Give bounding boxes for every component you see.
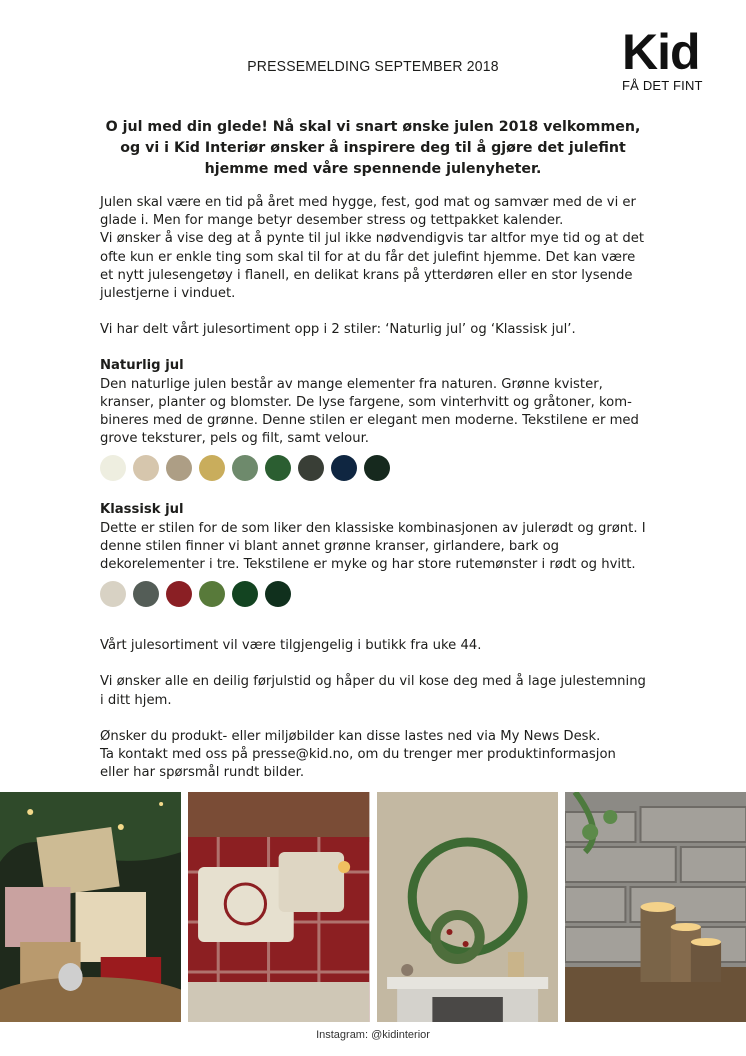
section-title-natural: Naturlig jul: [100, 358, 184, 374]
color-swatch: [100, 455, 126, 481]
text-line: dekorelementer i tre. Tekstilene er myke og har store rutemønster i rødt og hvitt.: [100, 557, 636, 573]
text-line: Ønsker du produkt- eller miljøbilder kan disse lastes ned via My News Desk.: [100, 728, 601, 744]
availability-paragraph: Vårt julesortiment vil være tilgjengelig i butikk fra uke 44.: [100, 638, 482, 654]
text-line: denne stilen finner vi blant annet grønne kranser, girlandere, bark og: [100, 538, 560, 554]
media-paragraph: [100, 728, 660, 783]
headline-line: og vi i Kid Interiør ønsker å inspirere deg til å gjøre det julefint: [120, 140, 626, 156]
text-line: bineres med de grønne. Denne stilen er elegant men moderne. Tekstilene er med: [100, 413, 639, 429]
color-swatch: [298, 455, 324, 481]
color-swatch: [133, 455, 159, 481]
body-text: [100, 194, 660, 782]
color-swatch: [100, 581, 126, 607]
styles-paragraph: Vi har delt vårt julesortiment opp i 2 stiler: ‘Naturlig jul’ og ‘Klassisk jul’.: [100, 322, 576, 338]
text-line: Dette er stilen for de som liker den klassiske kombinasjonen av julerødt og grønt. I: [100, 520, 646, 536]
text-line: Ta kontakt med oss på presse@kid.no, om du trenger mer produktinformasjon: [100, 747, 616, 763]
headline-line: hjemme med våre spennende julenyheter.: [204, 161, 542, 177]
color-swatch: [364, 455, 390, 481]
press-release-label: PRESSEMELDING SEPTEMBER 2018: [247, 57, 499, 75]
photo-plaid-bedding: [188, 792, 369, 1022]
text-line: i ditt hjem.: [100, 692, 172, 708]
classic-color-palette: [100, 581, 660, 607]
text-line: eller har spørsmål rundt bilder.: [100, 765, 305, 781]
color-swatch: [199, 581, 225, 607]
photo-strip: [0, 792, 746, 1022]
headline: [90, 117, 656, 180]
natural-paragraph: [100, 376, 660, 449]
headline-line: O jul med din glede! Nå skal vi snart ønske julen 2018 velkommen,: [105, 119, 641, 135]
text-line: Den naturlige julen består av mange elementer fra naturen. Grønne kvister,: [100, 376, 603, 392]
text-line: Vi ønsker å vise deg at å pynte til jul ikke nødvendigvis tar altfor mye tid og at det: [100, 231, 645, 247]
color-swatch: [265, 581, 291, 607]
kid-logo: [622, 26, 712, 93]
text-line: grove teksturer, pels og filt, samt velour.: [100, 431, 369, 447]
color-swatch: [232, 455, 258, 481]
color-swatch: [133, 581, 159, 607]
instagram-caption: Instagram: @kidinterior: [316, 1029, 430, 1041]
text-line: kranser, planter og blomster. De lyse fargene, som vinterhvitt og gråtoner, kom-: [100, 394, 632, 410]
photo-gifts-basket: [0, 792, 181, 1022]
classic-paragraph: [100, 520, 660, 575]
photo-stone-wall-candles: [565, 792, 746, 1022]
section-title-classic: Klassisk jul: [100, 502, 184, 518]
color-swatch: [166, 581, 192, 607]
wish-paragraph: [100, 673, 660, 709]
text-line: et nytt julesengetøy i flanell, en delikat krans på ytterdøren eller en stor lysende: [100, 267, 633, 283]
text-line: julestjerne i vinduet.: [100, 286, 236, 302]
color-swatch: [166, 455, 192, 481]
photo-wreath-fireplace: [377, 792, 558, 1022]
color-swatch: [331, 455, 357, 481]
intro-paragraph: [100, 194, 660, 303]
color-swatch: [199, 455, 225, 481]
color-swatch: [265, 455, 291, 481]
text-line: ofte kun er enkle ting som skal til for at du får det julefint hjemme. Det kan være: [100, 249, 636, 265]
text-line: Julen skal være en tid på året med hygge, fest, god mat og samvær med de vi er: [100, 195, 636, 210]
color-swatch: [232, 581, 258, 607]
natural-color-palette: [100, 455, 660, 481]
logo-wordmark: Kid: [622, 24, 700, 80]
logo-tagline: FÅ DET FINT: [622, 78, 703, 93]
text-line: Vi ønsker alle en deilig førjulstid og håper du vil kose deg med å lage julestemning: [100, 674, 646, 690]
text-line: glade i. Men for mange betyr desember stress og tettpakket kalender.: [100, 213, 564, 229]
